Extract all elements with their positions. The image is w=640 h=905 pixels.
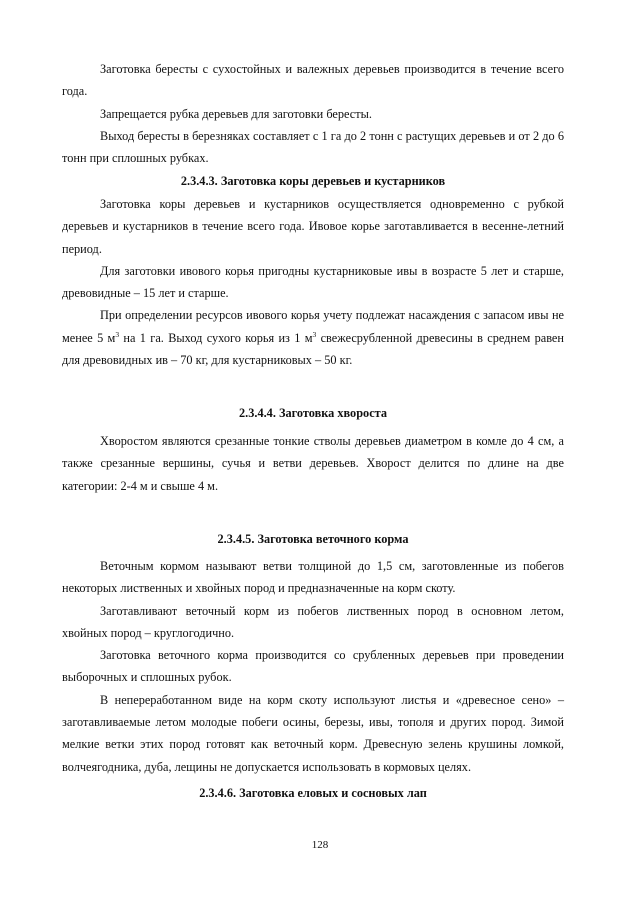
text-fragment: на 1 га. Выход сухого корья из 1 м: [119, 330, 313, 345]
section-twig-feed: [62, 555, 564, 778]
text-fragment: При определении ресурсов ивового корья учету подлежат насаждения с запасом ивы не менее 5 м: [62, 308, 564, 345]
paragraph: В непереработанном виде на корм скоту используют листья и «древесное сено» – заготавливаемые летом молодые побеги осины, березы, ивы, тополя и других пород. Зимой мелкие ветки этих пород готовят как веточный корм. Древесную зелень крушины ломкой, волчеягодника, дуба, лещины не допускается использовать в кормовых целях.: [62, 692, 564, 774]
paragraph: Заготовка бересты с сухостойных и валежных деревьев производится в течение всего года.: [62, 62, 564, 99]
paragraph: [62, 304, 564, 371]
section-brushwood: [62, 430, 564, 497]
paragraph: Заготовка веточного корма производится со срубленных деревьев при проведении выборочных и сплошных рубок.: [62, 648, 564, 685]
heading-2-3-4-4-wrap: [62, 402, 564, 424]
superscript: 3: [312, 329, 317, 339]
heading-2-3-4-5: 2.3.4.5. Заготовка веточного корма: [217, 532, 409, 546]
superscript: 3: [115, 329, 120, 339]
heading-2-3-4-5-wrap: [62, 528, 564, 550]
paragraph: Выход бересты в березняках составляет с 1 га до 2 тонн с растущих деревьев и от 2 до 6 тонн при сплошных рубках.: [62, 128, 564, 166]
heading-2-3-4-3: 2.3.4.3. Заготовка коры деревьев и кустарников: [180, 174, 446, 188]
paragraph: Для заготовки ивового корья пригодны кустарниковые ивы в возрасте 5 лет и старше, древовидные – 15 лет и старше.: [62, 263, 564, 301]
heading-2-3-4-3-wrap: [62, 170, 564, 192]
paragraph: Запрещается рубка деревьев для заготовки бересты.: [100, 106, 372, 121]
paragraph: Заготавливают веточный корм из побегов лиственных пород в основном летом, хвойных пород – круглогодично.: [62, 603, 564, 640]
section-bark: [62, 193, 564, 371]
paragraph: Хворостом являются срезанные тонкие стволы деревьев диаметром в комле до 4 см, а также срезанные вершины, сучья и ветви деревьев. Хворост делится по длине на две категории: 2-4 м и свыше 4 м.: [62, 434, 564, 493]
section-birch-bark: [62, 58, 564, 169]
heading-2-3-4-4: 2.3.4.4. Заготовка хвороста: [239, 406, 387, 420]
heading-2-3-4-6-wrap: [62, 782, 564, 804]
heading-2-3-4-6: 2.3.4.6. Заготовка еловых и сосновых лап: [199, 786, 427, 800]
page-number: 128: [311, 839, 329, 851]
text-fragment: свежесрубленной древесины в среднем равен для древовидных ив – 70 кг, для кустарниковых – 50 кг.: [62, 330, 564, 368]
paragraph: Заготовка коры деревьев и кустарников осуществляется одновременно с рубкой деревьев и кустарников в течение всего года. Ивовое корье заготавливается в весенне-летний период.: [62, 197, 564, 256]
paragraph: Веточным кормом называют ветви толщиной до 1,5 см, заготовленные из побегов некоторых лиственных и хвойных пород и предназначенные на корм скоту.: [62, 559, 564, 596]
